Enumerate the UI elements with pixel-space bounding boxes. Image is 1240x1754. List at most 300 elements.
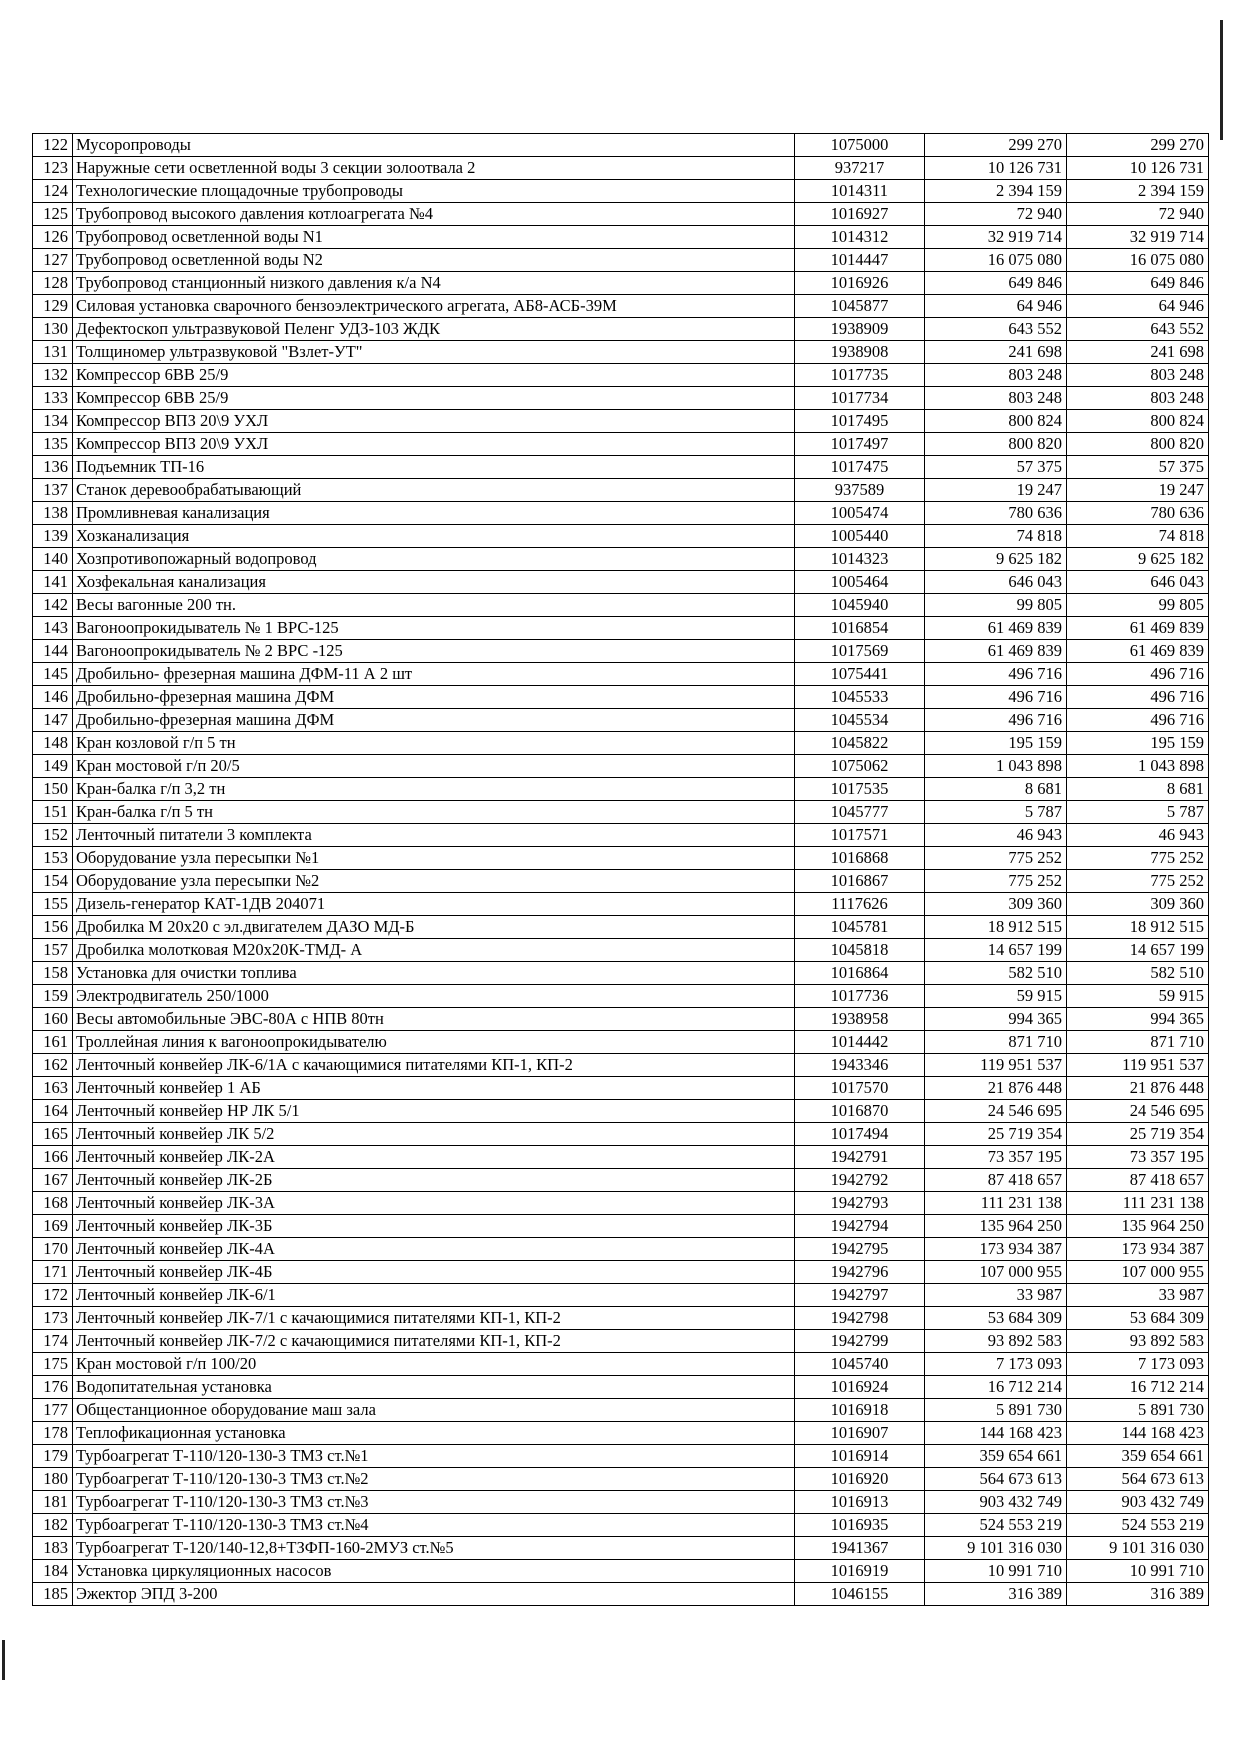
row-number: 183 [33,1537,73,1560]
table-row [33,1077,1209,1100]
value-cell-1: 496 716 [925,686,1067,709]
asset-name: Турбоагрегат Т-110/120-130-3 ТМЗ ст.№2 [73,1468,795,1491]
value-cell-2: 496 716 [1067,663,1209,686]
inventory-number: 1014442 [795,1031,925,1054]
row-number: 177 [33,1399,73,1422]
table-row [33,295,1209,318]
inventory-number: 1014447 [795,249,925,272]
value-cell-1: 309 360 [925,893,1067,916]
asset-table-body [33,134,1209,1606]
row-number: 136 [33,456,73,479]
value-cell-2: 72 940 [1067,203,1209,226]
inventory-number: 1016914 [795,1445,925,1468]
value-cell-2: 14 657 199 [1067,939,1209,962]
inventory-number: 1017494 [795,1123,925,1146]
asset-name: Компрессор ВПЗ 20\9 УХЛ [73,433,795,456]
row-number: 163 [33,1077,73,1100]
inventory-number: 1016924 [795,1376,925,1399]
value-cell-1: 496 716 [925,663,1067,686]
row-number: 176 [33,1376,73,1399]
asset-name: Ленточный конвейер НР ЛК 5/1 [73,1100,795,1123]
value-cell-1: 10 991 710 [925,1560,1067,1583]
row-number: 159 [33,985,73,1008]
value-cell-1: 107 000 955 [925,1261,1067,1284]
row-number: 178 [33,1422,73,1445]
value-cell-2: 646 043 [1067,571,1209,594]
asset-name: Турбоагрегат Т-110/120-130-3 ТМЗ ст.№3 [73,1491,795,1514]
table-row [33,1284,1209,1307]
inventory-number: 1016907 [795,1422,925,1445]
table-row [33,387,1209,410]
value-cell-1: 5 787 [925,801,1067,824]
value-cell-1: 16 712 214 [925,1376,1067,1399]
inventory-number: 1005474 [795,502,925,525]
inventory-number: 1016867 [795,870,925,893]
row-number: 147 [33,709,73,732]
value-cell-2: 64 946 [1067,295,1209,318]
row-number: 181 [33,1491,73,1514]
value-cell-2: 144 168 423 [1067,1422,1209,1445]
asset-name: Ленточный питатели 3 комплекта [73,824,795,847]
row-number: 142 [33,594,73,617]
inventory-number: 1016870 [795,1100,925,1123]
scan-edge-mark-right [1220,20,1223,140]
inventory-number: 1938908 [795,341,925,364]
table-row [33,571,1209,594]
value-cell-2: 19 247 [1067,479,1209,502]
row-number: 132 [33,364,73,387]
table-row [33,962,1209,985]
table-row [33,157,1209,180]
asset-name: Электродвигатель 250/1000 [73,985,795,1008]
asset-name: Кран-балка г/п 3,2 тн [73,778,795,801]
row-number: 126 [33,226,73,249]
value-cell-1: 61 469 839 [925,617,1067,640]
row-number: 144 [33,640,73,663]
inventory-number: 1938958 [795,1008,925,1031]
value-cell-1: 99 805 [925,594,1067,617]
table-row [33,1192,1209,1215]
inventory-number: 1942794 [795,1215,925,1238]
asset-name: Теплофикационная установка [73,1422,795,1445]
value-cell-1: 173 934 387 [925,1238,1067,1261]
value-cell-2: 10 991 710 [1067,1560,1209,1583]
value-cell-2: 18 912 515 [1067,916,1209,939]
inventory-number: 1942796 [795,1261,925,1284]
inventory-number: 1075062 [795,755,925,778]
value-cell-2: 33 987 [1067,1284,1209,1307]
asset-name: Силовая установка сварочного бензоэлектрического агрегата, АБ8-АСБ-39М [73,295,795,318]
inventory-number: 1016926 [795,272,925,295]
asset-name: Ленточный конвейер ЛК-7/2 с качающимися питателями КП-1, КП-2 [73,1330,795,1353]
row-number: 122 [33,134,73,157]
row-number: 143 [33,617,73,640]
value-cell-2: 775 252 [1067,847,1209,870]
asset-name: Ленточный конвейер ЛК-3Б [73,1215,795,1238]
inventory-number: 1942798 [795,1307,925,1330]
row-number: 156 [33,916,73,939]
inventory-number: 1016854 [795,617,925,640]
asset-name: Трубопровод высокого давления котлоагрегата №4 [73,203,795,226]
row-number: 133 [33,387,73,410]
inventory-number: 1017475 [795,456,925,479]
value-cell-2: 9 625 182 [1067,548,1209,571]
value-cell-2: 16 075 080 [1067,249,1209,272]
asset-name: Троллейная линия к вагоноопрокидывателю [73,1031,795,1054]
inventory-number: 1942792 [795,1169,925,1192]
row-number: 127 [33,249,73,272]
value-cell-1: 195 159 [925,732,1067,755]
inventory-number: 1017497 [795,433,925,456]
value-cell-1: 10 126 731 [925,157,1067,180]
inventory-number: 1016864 [795,962,925,985]
asset-name: Оборудование узла пересыпки №2 [73,870,795,893]
row-number: 140 [33,548,73,571]
table-row [33,1376,1209,1399]
table-row [33,203,1209,226]
row-number: 167 [33,1169,73,1192]
table-row [33,1031,1209,1054]
table-row [33,1445,1209,1468]
value-cell-1: 135 964 250 [925,1215,1067,1238]
inventory-number: 937589 [795,479,925,502]
value-cell-2: 53 684 309 [1067,1307,1209,1330]
inventory-number: 1942797 [795,1284,925,1307]
inventory-number: 1942793 [795,1192,925,1215]
value-cell-2: 59 915 [1067,985,1209,1008]
table-row [33,249,1209,272]
asset-name: Дефектоскоп ультразвуковой Пеленг УДЗ-103 ЖДК [73,318,795,341]
asset-name: Станок деревообрабатывающий [73,479,795,502]
table-row [33,548,1209,571]
asset-name: Дробилка М 20х20 с эл.двигателем ДАЗО МД-Б [73,916,795,939]
table-row [33,502,1209,525]
value-cell-2: 61 469 839 [1067,617,1209,640]
scan-edge-mark-left [2,1640,5,1680]
row-number: 124 [33,180,73,203]
value-cell-1: 32 919 714 [925,226,1067,249]
inventory-number: 1045940 [795,594,925,617]
value-cell-2: 99 805 [1067,594,1209,617]
row-number: 154 [33,870,73,893]
value-cell-1: 1 043 898 [925,755,1067,778]
row-number: 152 [33,824,73,847]
row-number: 138 [33,502,73,525]
asset-name: Ленточный конвейер ЛК-6/1А с качающимися питателями КП-1, КП-2 [73,1054,795,1077]
value-cell-1: 14 657 199 [925,939,1067,962]
inventory-number: 1016868 [795,847,925,870]
value-cell-1: 46 943 [925,824,1067,847]
asset-name: Ленточный конвейер ЛК-2Б [73,1169,795,1192]
row-number: 164 [33,1100,73,1123]
inventory-number: 1942795 [795,1238,925,1261]
table-row [33,594,1209,617]
table-row [33,939,1209,962]
table-row [33,1008,1209,1031]
table-row [33,1100,1209,1123]
value-cell-1: 87 418 657 [925,1169,1067,1192]
row-number: 125 [33,203,73,226]
row-number: 161 [33,1031,73,1054]
inventory-number: 1045818 [795,939,925,962]
value-cell-1: 643 552 [925,318,1067,341]
value-cell-2: 173 934 387 [1067,1238,1209,1261]
asset-name: Водопитательная установка [73,1376,795,1399]
asset-name: Мусоропроводы [73,134,795,157]
value-cell-1: 775 252 [925,847,1067,870]
row-number: 146 [33,686,73,709]
asset-name: Компрессор 6ВВ 25/9 [73,387,795,410]
asset-name: Компрессор 6ВВ 25/9 [73,364,795,387]
value-cell-2: 10 126 731 [1067,157,1209,180]
row-number: 153 [33,847,73,870]
table-row [33,1146,1209,1169]
table-row [33,180,1209,203]
inventory-number: 1014311 [795,180,925,203]
asset-name: Ленточный конвейер ЛК-7/1 с качающимися питателями КП-1, КП-2 [73,1307,795,1330]
asset-name: Хозфекальная канализация [73,571,795,594]
inventory-number: 1045822 [795,732,925,755]
table-row [33,1261,1209,1284]
row-number: 130 [33,318,73,341]
table-row [33,1468,1209,1491]
inventory-number: 1075000 [795,134,925,157]
value-cell-1: 5 891 730 [925,1399,1067,1422]
value-cell-2: 524 553 219 [1067,1514,1209,1537]
value-cell-2: 241 698 [1067,341,1209,364]
table-row [33,1169,1209,1192]
inventory-number: 1017735 [795,364,925,387]
row-number: 171 [33,1261,73,1284]
inventory-number: 1045781 [795,916,925,939]
value-cell-1: 299 270 [925,134,1067,157]
value-cell-1: 119 951 537 [925,1054,1067,1077]
asset-name: Турбоагрегат Т-120/140-12,8+ТЗФП-160-2МУЗ ст.№5 [73,1537,795,1560]
value-cell-1: 780 636 [925,502,1067,525]
value-cell-1: 18 912 515 [925,916,1067,939]
table-row [33,272,1209,295]
value-cell-1: 73 357 195 [925,1146,1067,1169]
row-number: 150 [33,778,73,801]
table-row [33,410,1209,433]
asset-name: Турбоагрегат Т-110/120-130-3 ТМЗ ст.№4 [73,1514,795,1537]
inventory-number: 1016920 [795,1468,925,1491]
asset-name: Толщиномер ультразвуковой "Взлет-УТ" [73,341,795,364]
table-row [33,1583,1209,1606]
asset-name: Кран мостовой г/п 20/5 [73,755,795,778]
asset-name: Дробильно-фрезерная машина ДФМ [73,709,795,732]
table-row [33,640,1209,663]
value-cell-1: 496 716 [925,709,1067,732]
value-cell-2: 21 876 448 [1067,1077,1209,1100]
table-row [33,134,1209,157]
inventory-number: 1942799 [795,1330,925,1353]
value-cell-2: 2 394 159 [1067,180,1209,203]
row-number: 129 [33,295,73,318]
value-cell-2: 7 173 093 [1067,1353,1209,1376]
asset-name: Дробильно- фрезерная машина ДФМ-11 А 2 шт [73,663,795,686]
value-cell-2: 582 510 [1067,962,1209,985]
inventory-number: 1045534 [795,709,925,732]
value-cell-2: 299 270 [1067,134,1209,157]
table-row [33,1307,1209,1330]
row-number: 170 [33,1238,73,1261]
table-row [33,755,1209,778]
table-row [33,801,1209,824]
table-row [33,341,1209,364]
row-number: 128 [33,272,73,295]
value-cell-1: 2 394 159 [925,180,1067,203]
inventory-number: 1941367 [795,1537,925,1560]
table-row [33,1123,1209,1146]
row-number: 173 [33,1307,73,1330]
inventory-number: 1016935 [795,1514,925,1537]
row-number: 160 [33,1008,73,1031]
asset-name: Дробильно-фрезерная машина ДФМ [73,686,795,709]
value-cell-1: 803 248 [925,387,1067,410]
asset-name: Компрессор ВПЗ 20\9 УХЛ [73,410,795,433]
table-row [33,1215,1209,1238]
value-cell-2: 32 919 714 [1067,226,1209,249]
inventory-number: 1017495 [795,410,925,433]
value-cell-2: 780 636 [1067,502,1209,525]
value-cell-1: 359 654 661 [925,1445,1067,1468]
inventory-number: 1017569 [795,640,925,663]
value-cell-1: 994 365 [925,1008,1067,1031]
asset-name: Ленточный конвейер ЛК-3А [73,1192,795,1215]
asset-name: Ленточный конвейер ЛК 5/2 [73,1123,795,1146]
asset-name: Трубопровод осветленной воды N2 [73,249,795,272]
table-row [33,617,1209,640]
row-number: 135 [33,433,73,456]
row-number: 162 [33,1054,73,1077]
value-cell-2: 359 654 661 [1067,1445,1209,1468]
inventory-number: 1017734 [795,387,925,410]
row-number: 149 [33,755,73,778]
value-cell-1: 25 719 354 [925,1123,1067,1146]
inventory-number: 1016913 [795,1491,925,1514]
value-cell-2: 5 787 [1067,801,1209,824]
inventory-number: 1117626 [795,893,925,916]
asset-name: Ленточный конвейер ЛК-2А [73,1146,795,1169]
inventory-number: 1045533 [795,686,925,709]
asset-name: Кран-балка г/п 5 тн [73,801,795,824]
row-number: 151 [33,801,73,824]
asset-name: Вагоноопрокидыватель № 2 ВРС -125 [73,640,795,663]
asset-name: Весы автомобильные ЭВС-80А с НПВ 80тн [73,1008,795,1031]
asset-name: Дизель-генератор КАТ-1ДВ 204071 [73,893,795,916]
value-cell-2: 903 432 749 [1067,1491,1209,1514]
value-cell-2: 93 892 583 [1067,1330,1209,1353]
row-number: 184 [33,1560,73,1583]
value-cell-1: 19 247 [925,479,1067,502]
inventory-number: 1005464 [795,571,925,594]
value-cell-2: 643 552 [1067,318,1209,341]
row-number: 175 [33,1353,73,1376]
value-cell-2: 994 365 [1067,1008,1209,1031]
value-cell-1: 646 043 [925,571,1067,594]
value-cell-1: 800 824 [925,410,1067,433]
inventory-number: 1005440 [795,525,925,548]
value-cell-1: 144 168 423 [925,1422,1067,1445]
value-cell-2: 8 681 [1067,778,1209,801]
value-cell-2: 496 716 [1067,709,1209,732]
value-cell-1: 800 820 [925,433,1067,456]
table-row [33,1514,1209,1537]
inventory-number: 1014323 [795,548,925,571]
value-cell-2: 111 231 138 [1067,1192,1209,1215]
asset-name: Ленточный конвейер 1 АБ [73,1077,795,1100]
asset-name: Вагоноопрокидыватель № 1 ВРС-125 [73,617,795,640]
inventory-number: 1943346 [795,1054,925,1077]
asset-name: Ленточный конвейер ЛК-4Б [73,1261,795,1284]
value-cell-2: 9 101 316 030 [1067,1537,1209,1560]
value-cell-2: 803 248 [1067,364,1209,387]
row-number: 185 [33,1583,73,1606]
table-row [33,1399,1209,1422]
row-number: 141 [33,571,73,594]
value-cell-1: 24 546 695 [925,1100,1067,1123]
value-cell-1: 8 681 [925,778,1067,801]
inventory-number: 1045740 [795,1353,925,1376]
table-row [33,318,1209,341]
table-row [33,1238,1209,1261]
value-cell-1: 241 698 [925,341,1067,364]
value-cell-2: 119 951 537 [1067,1054,1209,1077]
row-number: 155 [33,893,73,916]
asset-name: Установка циркуляционных насосов [73,1560,795,1583]
value-cell-2: 564 673 613 [1067,1468,1209,1491]
value-cell-1: 316 389 [925,1583,1067,1606]
value-cell-1: 74 818 [925,525,1067,548]
value-cell-1: 564 673 613 [925,1468,1067,1491]
value-cell-2: 800 824 [1067,410,1209,433]
value-cell-2: 496 716 [1067,686,1209,709]
table-row [33,364,1209,387]
row-number: 166 [33,1146,73,1169]
row-number: 165 [33,1123,73,1146]
row-number: 131 [33,341,73,364]
asset-name: Подъемник ТП-16 [73,456,795,479]
value-cell-1: 9 625 182 [925,548,1067,571]
value-cell-2: 775 252 [1067,870,1209,893]
asset-name: Технологические площадочные трубопроводы [73,180,795,203]
value-cell-1: 649 846 [925,272,1067,295]
value-cell-2: 135 964 250 [1067,1215,1209,1238]
asset-name: Эжектор ЭПД 3-200 [73,1583,795,1606]
row-number: 123 [33,157,73,180]
value-cell-2: 25 719 354 [1067,1123,1209,1146]
row-number: 169 [33,1215,73,1238]
asset-name: Кран мостовой г/п 100/20 [73,1353,795,1376]
value-cell-1: 21 876 448 [925,1077,1067,1100]
row-number: 180 [33,1468,73,1491]
value-cell-2: 195 159 [1067,732,1209,755]
row-number: 174 [33,1330,73,1353]
asset-name: Трубопровод осветленной воды N1 [73,226,795,249]
table-row [33,916,1209,939]
row-number: 172 [33,1284,73,1307]
value-cell-1: 72 940 [925,203,1067,226]
value-cell-1: 9 101 316 030 [925,1537,1067,1560]
value-cell-2: 649 846 [1067,272,1209,295]
inventory-number: 1046155 [795,1583,925,1606]
value-cell-2: 107 000 955 [1067,1261,1209,1284]
asset-name: Хозпротивопожарный водопровод [73,548,795,571]
table-row [33,847,1209,870]
value-cell-2: 800 820 [1067,433,1209,456]
inventory-number: 1938909 [795,318,925,341]
